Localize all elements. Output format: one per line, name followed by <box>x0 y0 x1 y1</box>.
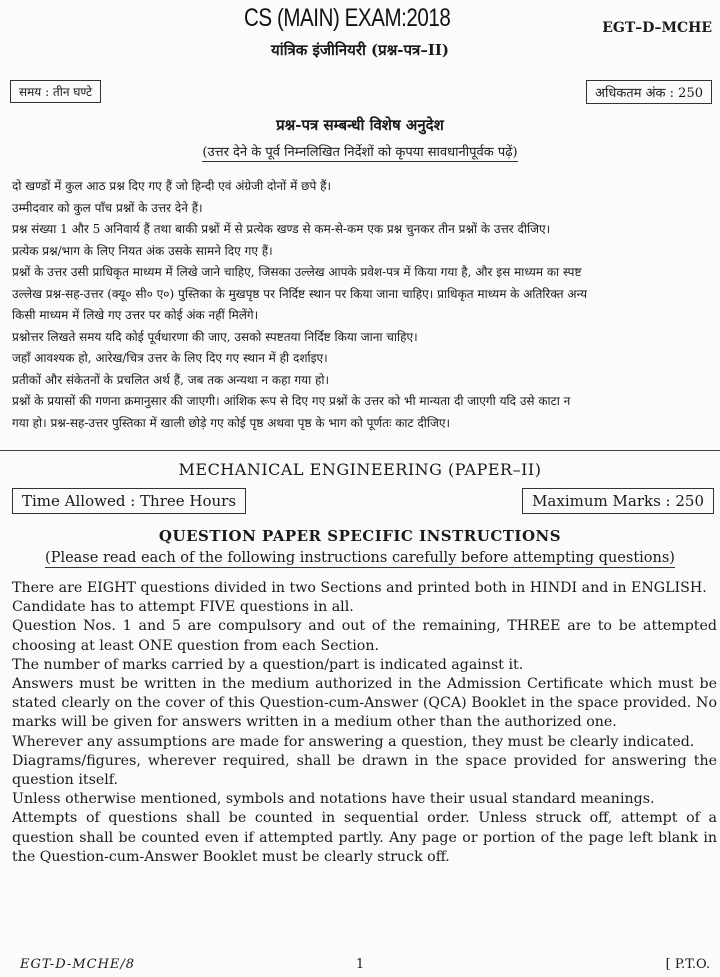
hindi-instructions-heading: प्रश्न-पत्र सम्बन्धी विशेष अनुदेश <box>276 116 444 134</box>
hindi-note-text: (उत्तर देने के पूर्व निम्नलिखित निर्देशों को कृपया सावधानीपूर्वक पढ़ें) <box>202 145 518 160</box>
pto-marker: [ P.T.O. <box>665 957 710 972</box>
hindi-line: प्रश्नों के उत्तर उसी प्राधिकृत माध्यम में लिखे जाने चाहिए, जिसका उल्लेख आपके प्रवेश-पत्र में किया गया है, और इस माध्यम का स्पष्ट <box>12 265 582 279</box>
english-time-box: Time Allowed : Three Hours <box>12 488 246 514</box>
hindi-line: उल्लेख प्रश्न-सह-उत्तर (क्यू० सी० ए०) पुस्तिका के मुखपृष्ठ पर निर्दिष्ट स्थान पर किया जाना चाहिए। प्राधिकृत माध्यम के अतिरिक्त अन्य <box>12 286 588 301</box>
instruction-paragraph: Diagrams/figures, wherever required, shall be drawn in the space provided for answering the question itself. <box>12 752 717 789</box>
hindi-line: प्रश्नों के प्रयासों की गणना क्रमानुसार की जाएगी। आंशिक रूप से दिए गए प्रश्नों के उत्तर को भी मान्यता दी जाएगी यदि उसे काटा न <box>12 394 571 408</box>
hindi-line: दो खण्डों में कुल आठ प्रश्न दिए गए हैं जो हिन्दी एवं अंग्रेजी दोनों में छपे हैं। <box>12 179 332 193</box>
english-marks-box: Maximum Marks : 250 <box>522 488 714 514</box>
instruction-paragraph: Wherever any assumptions are made for answering a question, they must be clearly indicated. <box>12 733 695 750</box>
english-instructions-list <box>12 579 717 867</box>
english-note-text: (Please read each of the following instructions carefully before attempting questions) <box>45 550 675 566</box>
english-instructions-heading: QUESTION PAPER SPECIFIC INSTRUCTIONS <box>158 527 562 545</box>
instruction-paragraph: Unless otherwise mentioned, symbols and notations have their usual standard meanings. <box>12 791 655 808</box>
instruction-paragraph: There are EIGHT questions divided in two Sections and printed both in HINDI and in ENGLISH. <box>12 580 707 596</box>
english-subject-title: MECHANICAL ENGINEERING (PAPER–II) <box>178 460 542 479</box>
footer-paper-code: EGT-D-MCHE/8 <box>20 957 136 972</box>
instruction-paragraph: Candidate has to attempt FIVE questions in all. <box>12 599 354 616</box>
instruction-paragraph: The number of marks carried by a question/part is indicated against it. <box>12 656 524 673</box>
hindi-line: किसी माध्यम में लिखे गए उत्तर पर कोई अंक नहीं मिलेंगे। <box>12 308 259 322</box>
hindi-line: प्रत्येक प्रश्न/भाग के लिए नियत अंक उसके सामने दिए गए हैं। <box>12 243 273 258</box>
instruction-paragraph: Answers must be written in the medium authorized in the Admission Certificate which must be stated clearly on the cover of this Question-cum-Answer (QCA) Booklet in the space provided. No marks will be given for answers written in a medium other than the authorized one. <box>12 676 717 731</box>
hindi-marks-box: अधिकतम अंक : 250 <box>586 80 712 104</box>
hindi-line: जहाँ आवश्यक हो, आरेख/चित्र उत्तर के लिए दिए गए स्थान में ही दर्शाइए। <box>12 351 328 365</box>
hindi-time-box: समय : तीन घण्टे <box>10 80 101 103</box>
hindi-line: गया हो। प्रश्न-सह-उत्तर पुस्तिका में खाली छोड़े गए कोई पृष्ठ अथवा पृष्ठ के भाग को पूर्णतः काट दीजिए। <box>12 415 451 430</box>
hindi-instructions-list <box>12 176 712 434</box>
paper-code: EGT–D–MCHE <box>602 20 712 36</box>
hindi-instructions-note <box>0 142 720 160</box>
hindi-line: प्रतीकों और संकेतनों के प्रचलित अर्थ हैं, जब तक अन्यथा न कहा गया हो। <box>12 372 330 387</box>
instruction-paragraph: Question Nos. 1 and 5 are compulsory and out of the remaining, THREE are to be attempted choosing at least ONE question from each Section. <box>12 618 717 654</box>
exam-title: CS (MAIN) EXAM:2018 <box>244 4 451 32</box>
hindi-subject-title: यांत्रिक इंजीनियरी (प्रश्न-पत्र–II) <box>271 41 449 59</box>
hindi-line: प्रश्न संख्या 1 और 5 अनिवार्य हैं तथा बाकी प्रश्नों में से प्रत्येक खण्ड से कम-से-कम एक प्रश्न चुनकर तीन प्रश्नों के उत्तर दीजिए। <box>12 222 551 236</box>
english-instructions-note <box>0 550 720 566</box>
section-divider <box>0 450 720 451</box>
page-number: 1 <box>355 957 365 972</box>
hindi-line: उम्मीदवार को कुल पाँच प्रश्नों के उत्तर देने हैं। <box>12 200 203 215</box>
hindi-line: प्रश्नोत्तर लिखते समय यदि कोई पूर्वधारणा की जाए, उसको स्पष्टतया निर्दिष्ट किया जाना चाहिए। <box>12 329 418 344</box>
instruction-paragraph: Attempts of questions shall be counted in sequential order. Unless struck off, attempt of a question shall be counted even if attempted partly. Any page or portion of the page left blank in the Question-cum-Answer Booklet must be clearly struck off. <box>12 810 717 865</box>
